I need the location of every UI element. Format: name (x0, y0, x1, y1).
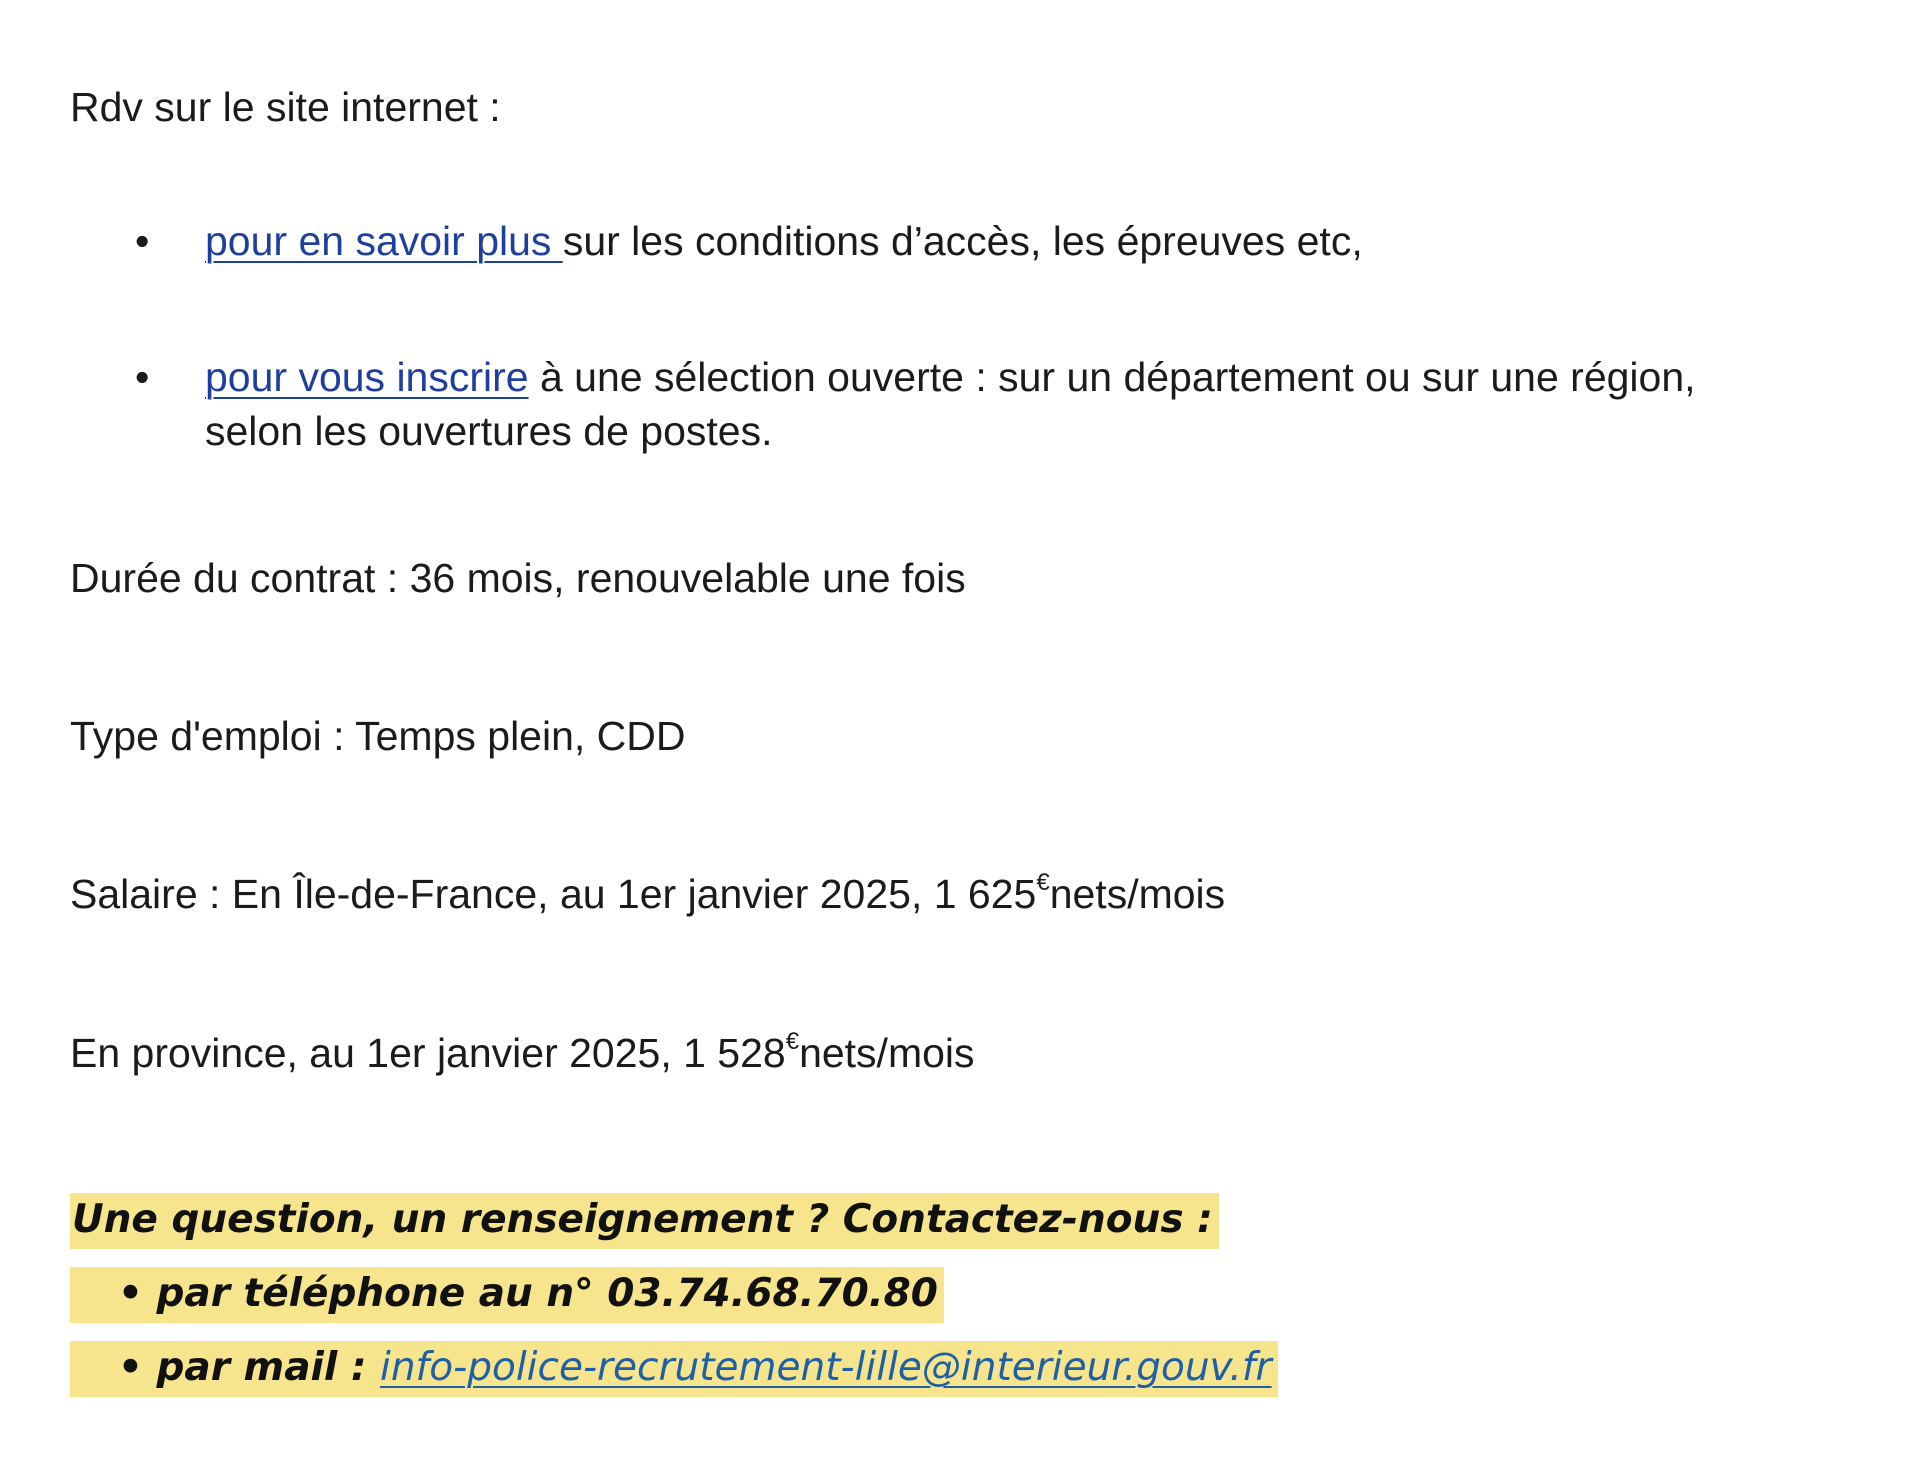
euro-sign: € (785, 1028, 800, 1055)
contact-mail-label: • par mail : (118, 1345, 380, 1390)
bullet-dot-icon: • (135, 354, 150, 400)
intro-line: Rdv sur le site internet : (70, 84, 501, 130)
salary-idf-text: Salaire : En Île-de-France, au 1er janvier 2025, 1 625 (70, 871, 1037, 917)
contact-heading: Une question, un renseignement ? Contactez-nous : (70, 1193, 1219, 1249)
contact-block (70, 1193, 1278, 1397)
list-item-text: à une sélection ouverte : sur un département ou sur une région, (528, 354, 1696, 400)
email-link[interactable]: info-police-recrutement-lille@interieur.gouv.fr (380, 1345, 1272, 1390)
bullet-dot-icon: • (135, 218, 150, 264)
salary-idf (70, 867, 1225, 921)
salary-province-suffix: nets/mois (799, 1030, 975, 1076)
list-item-text-continued: selon les ouvertures de postes. (205, 408, 773, 454)
salary-idf-suffix: nets/mois (1049, 871, 1226, 917)
contact-mail (70, 1341, 1278, 1397)
register-link[interactable]: pour vous inscrire (205, 354, 529, 400)
contact-phone: • par téléphone au n° 03.74.68.70.80 (70, 1267, 944, 1323)
list-item-text: sur les conditions d’accès, les épreuves etc, (562, 218, 1363, 264)
contract-duration: Durée du contrat : 36 mois, renouvelable une fois (70, 555, 966, 601)
learn-more-link[interactable]: pour en savoir plus (205, 218, 563, 264)
employment-type: Type d'emploi : Temps plein, CDD (70, 713, 686, 759)
salary-province (70, 1026, 975, 1080)
euro-sign: € (1036, 869, 1050, 896)
salary-province-text: En province, au 1er janvier 2025, 1 528 (70, 1030, 786, 1076)
